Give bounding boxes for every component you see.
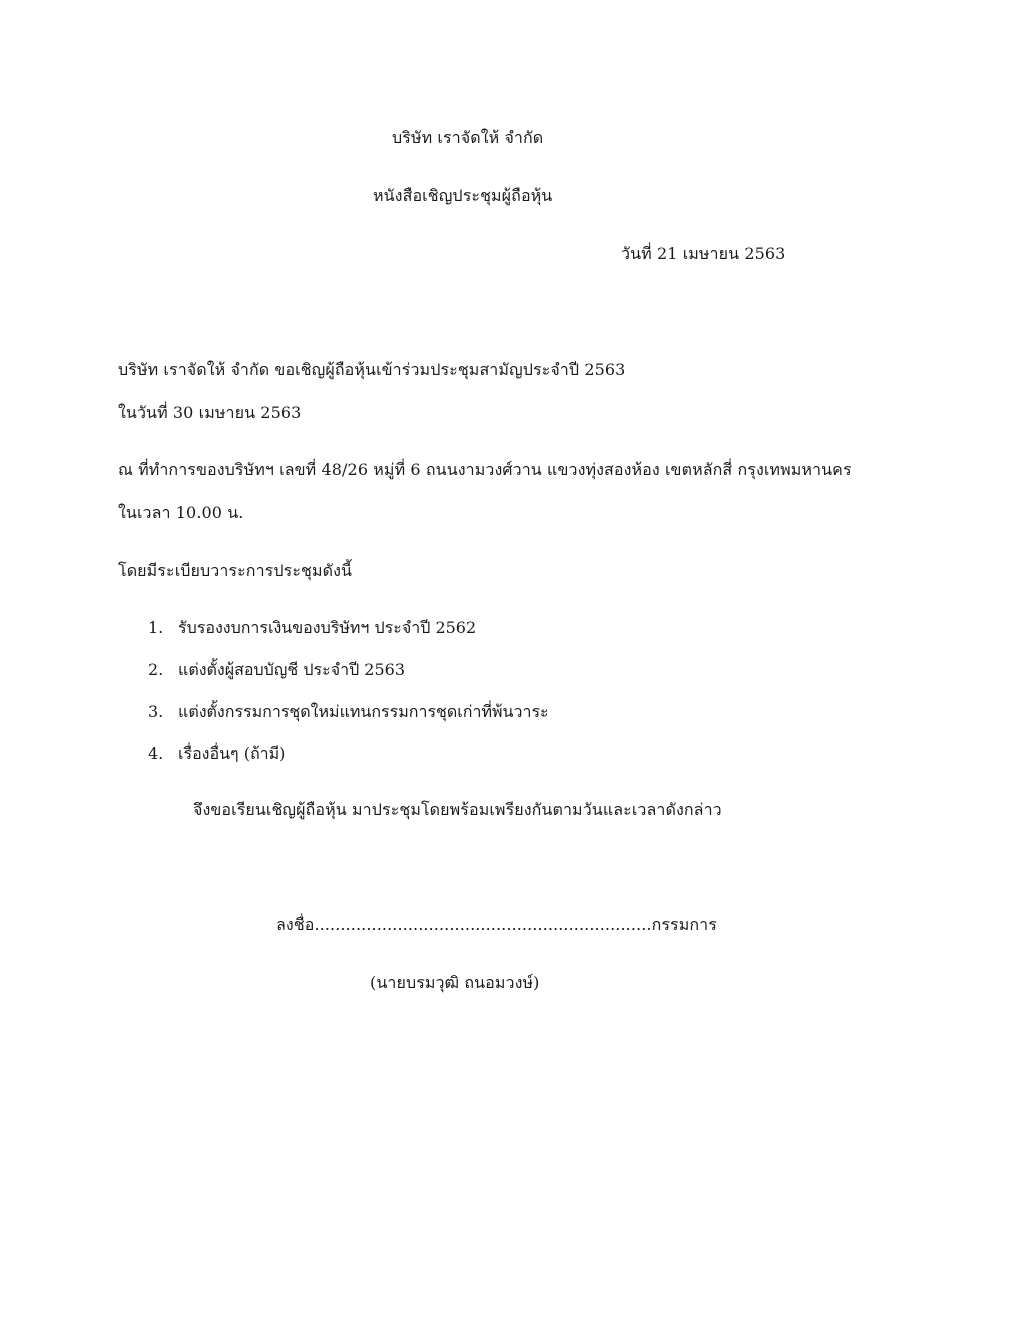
signature-line: ลงชื่อ.................................................................กรรมการ [276, 915, 717, 934]
closing-paragraph: จึงขอเรียนเชิญผู้ถือหุ้น มาประชุมโดยพร้อมเพรียงกันตามวันและเวลาดังกล่าว [193, 800, 722, 819]
invitation-paragraph-line: บริษัท เราจัดให้ จำกัด ขอเชิญผู้ถือหุ้นเข้าร่วมประชุมสามัญประจำปี 2563 [118, 360, 626, 379]
agenda-item-number: 2. [148, 660, 164, 679]
agenda-item-number: 1. [148, 618, 164, 637]
signer-name: (นายบรมวุฒิ ถนอมวงษ์) [370, 973, 540, 992]
agenda-item-number: 3. [148, 702, 164, 721]
document-title: หนังสือเชิญประชุมผู้ถือหุ้น [373, 186, 553, 205]
agenda-item-text: รับรองงบการเงินของบริษัทฯ ประจำปี 2562 [178, 618, 477, 637]
meeting-time-line: ในเวลา 10.00 น. [118, 503, 244, 522]
meeting-date-line: ในวันที่ 30 เมษายน 2563 [118, 403, 302, 422]
agenda-item-text: แต่งตั้งผู้สอบบัญชี ประจำปี 2563 [178, 660, 406, 679]
agenda-item-text: แต่งตั้งกรรมการชุดใหม่แทนกรรมการชุดเก่าที่พ้นวาระ [178, 702, 549, 721]
agenda-heading: โดยมีระเบียบวาระการประชุมดังนี้ [118, 561, 353, 580]
company-name: บริษัท เราจัดให้ จำกัด [392, 128, 544, 147]
document-date: วันที่ 21 เมษายน 2563 [621, 244, 786, 263]
venue-address-line: ณ ที่ทำการของบริษัทฯ เลขที่ 48/26 หมู่ที่ 6 ถนนงามวงศ์วาน แขวงทุ่งสองห้อง เขตหลักสี่ กรุงเทพมหานคร [118, 460, 852, 479]
agenda-item-number: 4. [148, 744, 164, 763]
agenda-item-text: เรื่องอื่นๆ (ถ้ามี) [178, 744, 286, 763]
